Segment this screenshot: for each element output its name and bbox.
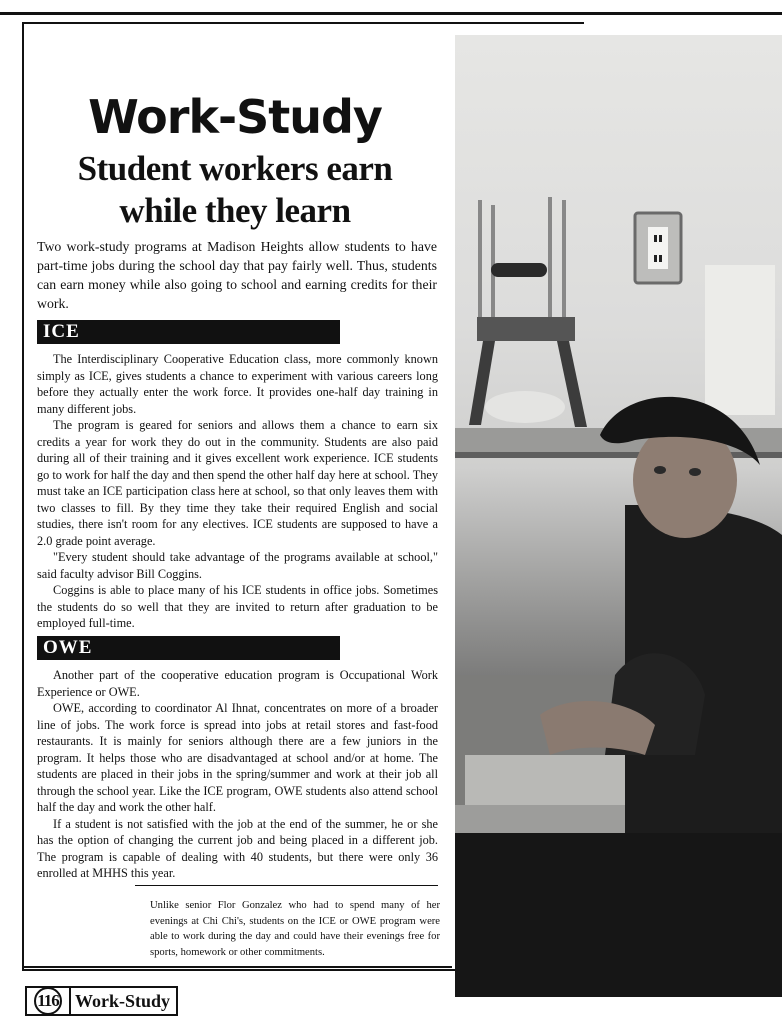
ice-paragraph: The program is geared for seniors and allows them a chance to earn six credits a year for work they do out in the community. Students are also paid during all of their training and it gives excellent work experience. ICE students go to work for half the day and then spend the other half day here at school. They must take an ICE participation class here at school, so that only leaves them with two classes to fill. By they time they take their required English and social studies, there isn't room for any electives. ICE students are supposed to have a 2.0 grade point average.: [37, 418, 438, 548]
caption-rule: [135, 885, 438, 886]
photo-caption: Unlike senior Flor Gonzalez who had to spend many of her evenings at Chi Chi's, students on the ICE or OWE program were able to work during the day and could have their evenings free for sports, homework or other commitments.: [150, 900, 440, 958]
subtitle-line-2: while they learn: [119, 191, 351, 230]
page-subtitle: [40, 148, 430, 232]
ice-section-body: [37, 351, 438, 632]
ice-section-heading: ICE: [37, 320, 340, 344]
photo-student-worker: [455, 35, 782, 997]
section-label: Work-Study: [69, 986, 178, 1016]
owe-paragraph: Another part of the cooperative education program is Occupational Work Experience or OWE.: [37, 668, 438, 699]
page-folio: [25, 986, 178, 1016]
top-rule: [0, 12, 782, 15]
page-number: 116: [34, 987, 62, 1015]
owe-paragraph: OWE, according to coordinator Al Ihnat, concentrates on more of a broader line of jobs. The work force is spread into jobs at retail stores and fast-food restaurants. It is mainly for seniors although there are a few juniors in the program. It helps those who are disadvantaged at school and/or at home. The students are placed in their jobs in the spring/summer and work at their job all through the school year. Like the ICE program, OWE students also attend school half the day and work the other half.: [37, 701, 438, 814]
owe-section-body: [37, 667, 438, 882]
ice-paragraph: Coggins is able to place many of his ICE students in office jobs. Sometimes the students do so well that they are invited to return after graduation to be employed full-time.: [37, 583, 438, 630]
owe-paragraph: If a student is not satisfied with the job at the end of the summer, he or she has the option of changing the current job and being placed in a different job. The program is capable of dealing with 40 students, but there were only 36 enrolled at MHHS this year.: [37, 816, 438, 880]
ice-paragraph: "Every student should take advantage of the programs available at school," said faculty advisor Bill Coggins.: [37, 550, 438, 581]
owe-section-heading: OWE: [37, 636, 340, 660]
intro-paragraph: Two work-study programs at Madison Heights allow students to have part-time jobs during the school day that pay fairly well. Thus, students can earn money while also going to school and earning credits for their work.: [37, 239, 437, 311]
photo-illustration: [455, 35, 782, 997]
subtitle-line-1: Student workers earn: [77, 149, 393, 188]
page-number-box: [25, 986, 69, 1016]
page-title: Work-Study: [88, 90, 382, 144]
frame-bottom-rule: [22, 966, 452, 968]
ice-paragraph: The Interdisciplinary Cooperative Education class, more commonly known simply as ICE, gives students a chance to experiment with various careers long before they actually enter the work force. It provides one-half day training in many different jobs.: [37, 352, 438, 416]
